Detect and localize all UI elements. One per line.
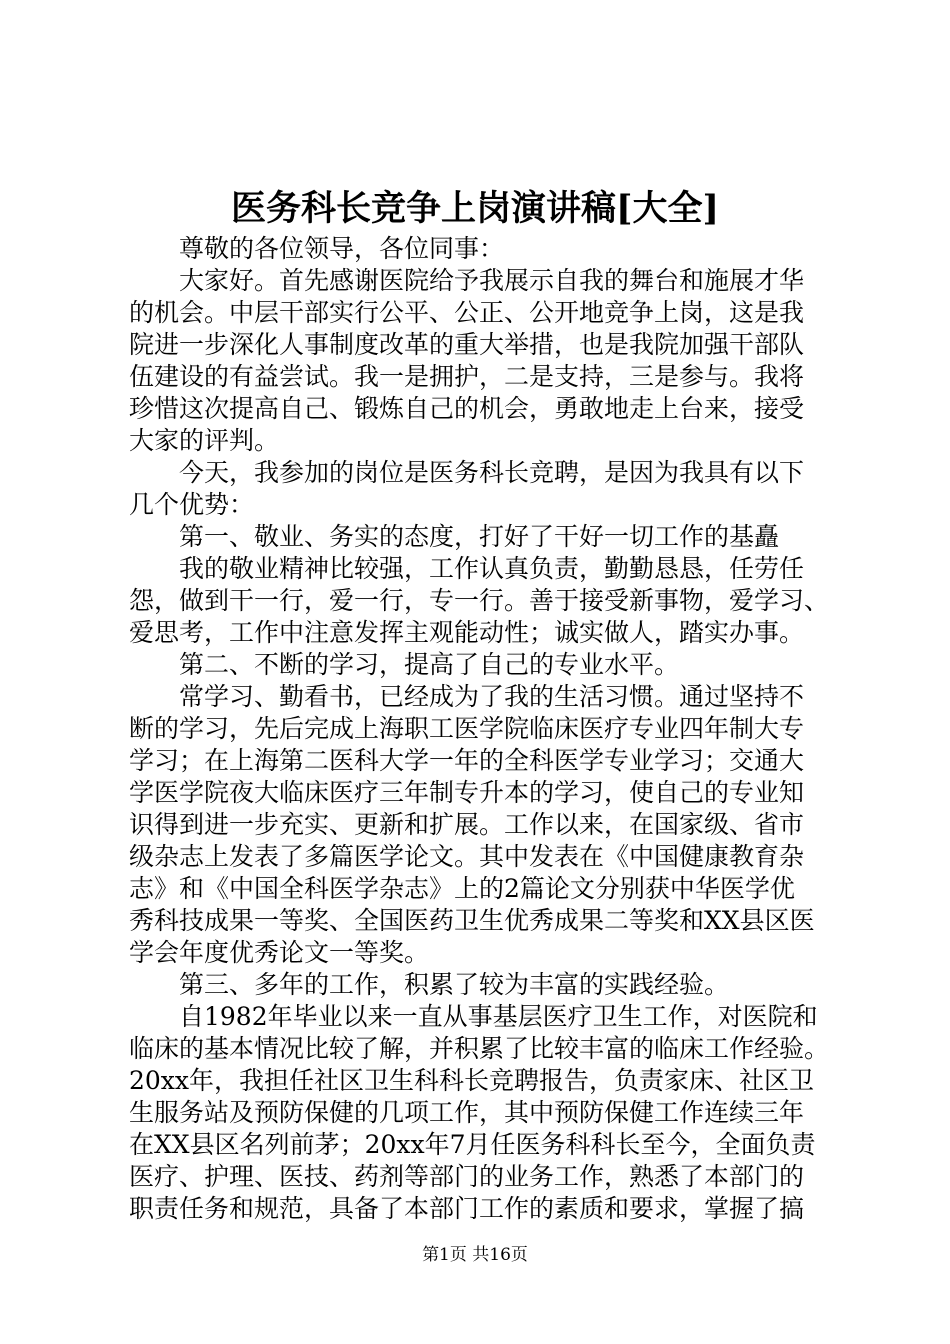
paragraph-line: 常学习、勤看书，已经成为了我的生活习惯。通过坚持不 bbox=[179, 682, 805, 711]
paragraph-line: 级杂志上发表了多篇医学论文。其中发表在《中国健康教育杂 bbox=[129, 842, 805, 871]
paragraph-line: 断的学习，先后完成上海职工医学院临床医疗专业四年制大专 bbox=[129, 714, 805, 743]
paragraph-line: 我的敬业精神比较强，工作认真负责，勤勤恳恳，任劳任 bbox=[179, 554, 805, 583]
paragraph-line: 大家的评判。 bbox=[129, 426, 280, 455]
paragraph-line: 学习；在上海第二医科大学一年的全科医学专业学习；交通大 bbox=[129, 746, 805, 775]
paragraph-line: 20xx年，我担任社区卫生科科长竞聘报告，负责家床、社区卫 bbox=[129, 1066, 815, 1095]
paragraph-line: 生服务站及预防保健的几项工作，其中预防保健工作连续三年 bbox=[129, 1098, 805, 1127]
paragraph-line: 秀科技成果一等奖、全国医药卫生优秀成果二等奖和XX县区医 bbox=[129, 906, 815, 935]
paragraph-line: 爱思考，工作中注意发挥主观能动性；诚实做人，踏实办事。 bbox=[129, 618, 805, 647]
paragraph-line: 医疗、护理、医技、药剂等部门的业务工作，熟悉了本部门的 bbox=[129, 1162, 805, 1191]
paragraph-line: 珍惜这次提高自己、锻炼自己的机会，勇敢地走上台来，接受 bbox=[129, 394, 805, 423]
paragraph-line: 志》和《中国全科医学杂志》上的2篇论文分别获中华医学优 bbox=[129, 874, 795, 903]
paragraph-line: 学医学院夜大临床医疗三年制专升本的学习，使自己的专业知 bbox=[129, 778, 805, 807]
paragraph-line: 自1982年毕业以来一直从事基层医疗卫生工作，对医院和 bbox=[179, 1002, 818, 1031]
paragraph-line: 几个优势： bbox=[129, 490, 255, 519]
section-heading: 第二、不断的学习，提高了自己的专业水平。 bbox=[179, 650, 680, 679]
page-number: 第1页 共16页 bbox=[422, 1245, 528, 1265]
paragraph-line: 职责任务和规范，具备了本部门工作的素质和要求，掌握了搞 bbox=[129, 1194, 805, 1223]
paragraph-line: 院进一步深化人事制度改革的重大举措，也是我院加强干部队 bbox=[129, 330, 805, 359]
document-body bbox=[129, 233, 829, 1225]
paragraph-line: 在XX县区名列前茅；20xx年7月任医务科科长至今，全面负责 bbox=[129, 1130, 816, 1159]
paragraph-line: 今天，我参加的岗位是医务科长竞聘，是因为我具有以下 bbox=[179, 458, 805, 487]
paragraph-line: 识得到进一步充实、更新和扩展。工作以来，在国家级、省市 bbox=[129, 810, 805, 839]
section-heading: 第一、敬业、务实的态度，打好了干好一切工作的基矗 bbox=[179, 522, 780, 551]
salutation-line: 尊敬的各位领导，各位同事： bbox=[179, 234, 505, 263]
paragraph-line: 大家好。首先感谢医院给予我展示自我的舞台和施展才华 bbox=[179, 266, 805, 295]
paragraph-line: 的机会。中层干部实行公平、公正、公开地竞争上岗，这是我 bbox=[129, 298, 805, 327]
paragraph-line: 怨，做到干一行，爱一行，专一行。善于接受新事物，爱学习、 bbox=[129, 586, 830, 615]
paragraph-line: 伍建设的有益尝试。我一是拥护，二是支持，三是参与。我将 bbox=[129, 362, 805, 391]
paragraph-line: 学会年度优秀论文一等奖。 bbox=[129, 938, 430, 967]
section-heading: 第三、多年的工作，积累了较为丰富的实践经验。 bbox=[179, 970, 730, 999]
paragraph-line: 临床的基本情况比较了解，并积累了比较丰富的临床工作经验。 bbox=[129, 1034, 830, 1063]
document-title: 医务科长竞争上岗演讲稿[大全] bbox=[230, 188, 720, 229]
